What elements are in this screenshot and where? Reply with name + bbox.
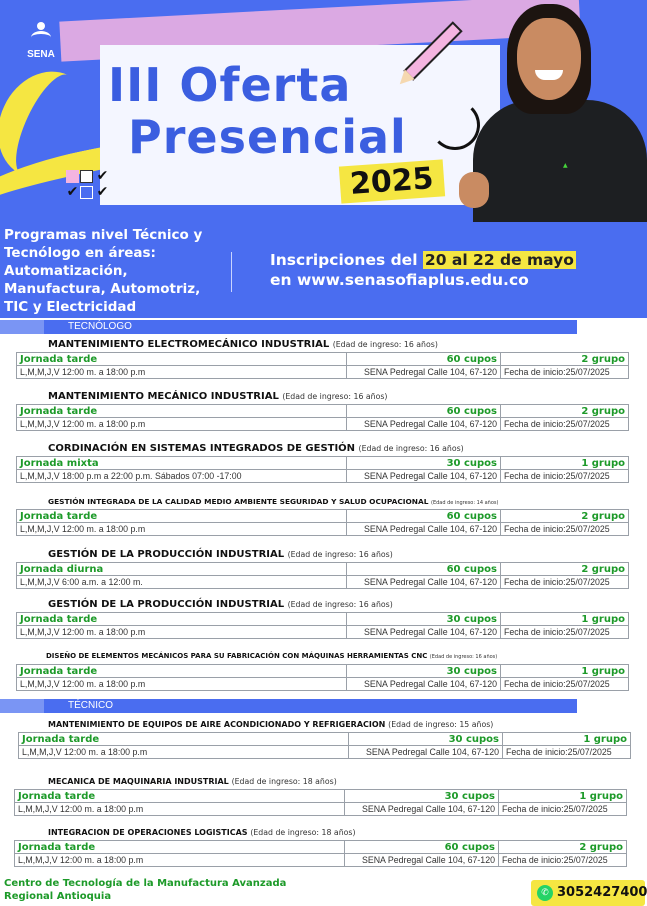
program-title: MANTENIMIENTO ELECTROMECÁNICO INDUSTRIAL (Edad de ingreso: 16 años) [48,339,438,350]
schedule-hours: L,M,M,J,V 12:00 m. a 18:00 p.m [15,854,345,867]
group-count: 1 grupo [499,790,627,803]
schedule-hours: L,M,M,J,V 12:00 m. a 18:00 p.m [19,746,349,759]
program-table [14,789,627,816]
sena-logo: SENA [20,22,62,61]
entry-age: (Edad de ingreso: 16 años) [332,340,438,349]
registration-website[interactable]: en www.senasofiaplus.edu.co [270,271,529,289]
entry-age: (Edad de ingreso: 18 años) [231,777,337,786]
schedule-type: Jornada tarde [17,613,347,626]
start-date: Fecha de inicio:25/07/2025 [501,470,629,483]
quota-count: 60 cupos [347,353,501,366]
program-areas: Programas nivel Técnico y Tecnólogo en áreas: Automatización, Manufactura, Automotriz, TIC y Electricidad [4,227,203,315]
venue: SENA Pedregal Calle 104, 67-120 [345,854,499,867]
quota-count: 30 cupos [347,613,501,626]
program-title: MANTENIMIENTO DE EQUIPOS DE AIRE ACONDICIONADO Y REFRIGERACION (Edad de ingreso: 15 años) [48,720,494,729]
schedule-hours: L,M,M,J,V 12:00 m. a 18:00 p.m [17,523,347,536]
program-table [16,509,629,536]
table-row [15,841,627,854]
table-row [15,803,627,816]
schedule-type: Jornada mixta [17,457,347,470]
intro-band [0,222,647,318]
quota-count: 30 cupos [347,457,501,470]
table-row [17,457,629,470]
entry-age: (Edad de ingreso: 14 años) [431,500,499,506]
program-title: GESTIÓN DE LA PRODUCCIÓN INDUSTRIAL (Edad de ingreso: 16 años) [48,599,393,610]
program-block [16,494,628,536]
schedule-type: Jornada tarde [17,665,347,678]
entry-age: (Edad de ingreso: 18 años) [250,828,356,837]
schedule-type: Jornada tarde [15,841,345,854]
schedule-hours: L,M,M,J,V 12:00 m. a 18:00 p.m [15,803,345,816]
schedule-hours: L,M,M,J,V 12:00 m. a 18:00 p.m [17,626,347,639]
program-table [14,840,627,867]
center-info: Centro de Tecnología de la Manufactura Avanzada Regional Antioquia [4,878,287,902]
entry-age: (Edad de ingreso: 16 años) [429,654,498,660]
table-row [17,665,629,678]
schedule-hours: L,M,M,J,V 18:00 p.m a 22:00 p.m. Sábados 07:00 -17:00 [17,470,347,483]
section-bar-tecnologo: TECNÓLOGO [0,320,577,334]
program-block [16,441,628,483]
schedule-type: Jornada tarde [17,353,347,366]
entry-age: (Edad de ingreso: 16 años) [282,392,388,401]
program-block [14,825,626,867]
program-title: MANTENIMIENTO MECÁNICO INDUSTRIAL (Edad de ingreso: 16 años) [48,391,388,402]
schedule-type: Jornada tarde [19,733,349,746]
program-table [16,562,629,589]
start-date: Fecha de inicio:25/07/2025 [501,678,629,691]
program-table [16,404,629,431]
schedule-type: Jornada tarde [17,405,347,418]
group-count: 1 grupo [501,457,629,470]
program-title: INTEGRACION DE OPERACIONES LOGISTICAS (Edad de ingreso: 18 años) [48,828,356,837]
whatsapp-icon: ✆ [537,885,553,901]
start-date: Fecha de inicio:25/07/2025 [499,803,627,816]
group-count: 1 grupo [503,733,631,746]
thumbs-up-icon [459,172,489,208]
program-table [18,732,631,759]
table-row [17,353,629,366]
quota-count: 60 cupos [345,841,499,854]
venue: SENA Pedregal Calle 104, 67-120 [347,626,501,639]
table-row [15,790,627,803]
table-row [17,678,629,691]
start-date: Fecha de inicio:25/07/2025 [503,746,631,759]
whatsapp-contact[interactable]: ✆ 3052427400 [531,880,645,906]
table-row [17,563,629,576]
table-row [17,405,629,418]
schedule-hours: L,M,M,J,V 12:00 m. a 18:00 p.m [17,678,347,691]
program-table [16,664,629,691]
registration-info: Inscripciones del 20 al 22 de mayo en www.senasofiaplus.edu.co [270,251,574,289]
schedule-type: Jornada tarde [17,510,347,523]
quota-count: 30 cupos [349,733,503,746]
quota-count: 30 cupos [347,665,501,678]
start-date: Fecha de inicio:25/07/2025 [501,523,629,536]
schedule-type: Jornada tarde [15,790,345,803]
entry-age: (Edad de ingreso: 15 años) [388,720,494,729]
program-title: MECANICA DE MAQUINARIA INDUSTRIAL (Edad de ingreso: 18 años) [48,777,337,786]
schedule-hours: L,M,M,J,V 12:00 m. a 18:00 p.m [17,366,347,379]
table-row [17,418,629,431]
sena-badge-icon: ▲ [563,162,568,169]
program-block [16,649,628,691]
quota-count: 60 cupos [347,563,501,576]
intro-divider [231,252,232,292]
sena-logo-icon [29,22,53,42]
program-block [16,389,628,431]
venue: SENA Pedregal Calle 104, 67-120 [347,523,501,536]
table-row [17,470,629,483]
start-date: Fecha de inicio:25/07/2025 [501,418,629,431]
group-count: 2 grupo [501,405,629,418]
table-row [19,733,631,746]
program-table [16,612,629,639]
group-count: 2 grupo [501,353,629,366]
table-row [15,854,627,867]
section-bar-tecnico: TÉCNICO [0,699,577,713]
table-row [17,366,629,379]
venue: SENA Pedregal Calle 104, 67-120 [347,678,501,691]
group-count: 2 grupo [501,563,629,576]
program-table [16,456,629,483]
quota-count: 30 cupos [345,790,499,803]
checklist-icon: ✔ ✔ ✔ [66,168,109,200]
program-block [16,597,628,639]
venue: SENA Pedregal Calle 104, 67-120 [347,470,501,483]
program-title: CORDINACIÓN EN SISTEMAS INTEGRADOS DE GESTIÓN (Edad de ingreso: 16 años) [48,443,464,454]
schedule-hours: L,M,M,J,V 6:00 a.m. a 12:00 m. [17,576,347,589]
table-row [17,510,629,523]
venue: SENA Pedregal Calle 104, 67-120 [347,418,501,431]
table-row [17,576,629,589]
program-block [16,337,628,379]
program-block [14,774,626,816]
header-banner [0,0,647,222]
title-line-2: Presencial [128,110,407,164]
venue: SENA Pedregal Calle 104, 67-120 [347,366,501,379]
group-count: 2 grupo [499,841,627,854]
start-date: Fecha de inicio:25/07/2025 [499,854,627,867]
entry-age: (Edad de ingreso: 16 años) [287,600,393,609]
program-title: DISEÑO DE ELEMENTOS MECÁNICOS PARA SU FABRICACIÓN CON MÁQUINAS HERRAMIENTAS CNC (Edad de ingreso: 16 años) [46,652,498,660]
venue: SENA Pedregal Calle 104, 67-120 [347,576,501,589]
quota-count: 60 cupos [347,510,501,523]
table-row [17,523,629,536]
table-row [17,613,629,626]
program-block [18,717,630,759]
program-block [16,547,628,589]
program-title: GESTIÓN DE LA PRODUCCIÓN INDUSTRIAL (Edad de ingreso: 16 años) [48,549,393,560]
table-row [19,746,631,759]
student-photo [455,0,647,222]
title-line-1: III Oferta [108,58,352,112]
start-date: Fecha de inicio:25/07/2025 [501,366,629,379]
entry-age: (Edad de ingreso: 16 años) [358,444,464,453]
schedule-type: Jornada diurna [17,563,347,576]
year-badge: 2025 [339,159,445,203]
start-date: Fecha de inicio:25/07/2025 [501,626,629,639]
venue: SENA Pedregal Calle 104, 67-120 [345,803,499,816]
table-row [17,626,629,639]
registration-dates: 20 al 22 de mayo [424,251,574,269]
start-date: Fecha de inicio:25/07/2025 [501,576,629,589]
entry-age: (Edad de ingreso: 16 años) [287,550,393,559]
venue: SENA Pedregal Calle 104, 67-120 [349,746,503,759]
schedule-hours: L,M,M,J,V 12:00 m. a 18:00 p.m [17,418,347,431]
group-count: 1 grupo [501,665,629,678]
group-count: 2 grupo [501,510,629,523]
program-table [16,352,629,379]
program-title: GESTIÓN INTEGRADA DE LA CALIDAD MEDIO AMBIENTE SEGURIDAD Y SALUD OCUPACIONAL (Edad de ingreso: 14 años) [48,497,499,506]
group-count: 1 grupo [501,613,629,626]
quota-count: 60 cupos [347,405,501,418]
